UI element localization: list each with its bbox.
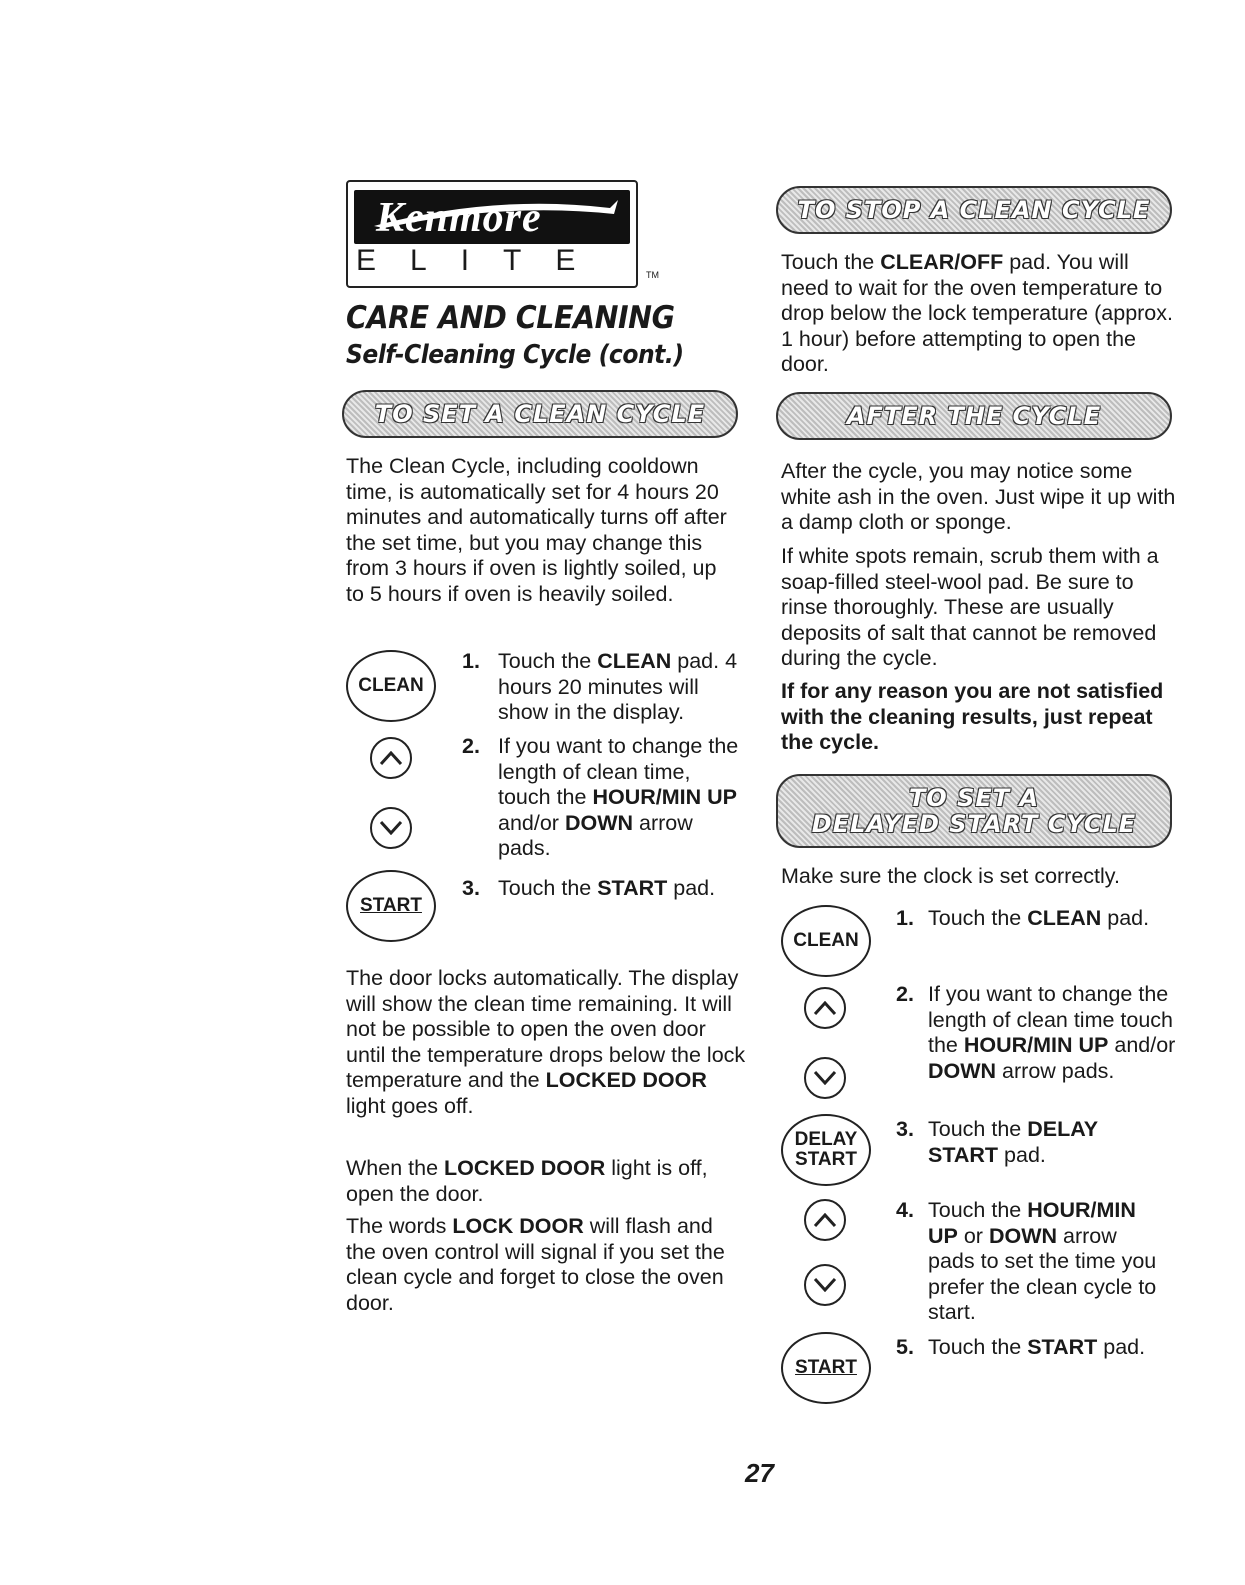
step-number: 2. bbox=[896, 982, 914, 1006]
clean-pad-label: CLEAN bbox=[793, 930, 859, 951]
down-arrow-pad bbox=[804, 1057, 846, 1099]
start-pad bbox=[781, 1332, 871, 1404]
up-arrow-pad bbox=[370, 737, 412, 779]
step-number: 1. bbox=[462, 649, 480, 673]
delayed-start-title-line2: DELAYED START CYCLE bbox=[811, 810, 1137, 838]
clean-pad bbox=[346, 650, 436, 722]
stop-clean-paragraph: Touch the CLEAR/OFF pad. You will need to wait for the oven temperature to drop below the lock temperature (approx. 1 hour) before attempting to open the door. bbox=[781, 250, 1173, 377]
lock-door-flash-paragraph: The words LOCK DOOR will flash and the oven control will signal if you set the clean cycle and forget to close the oven door. bbox=[346, 1214, 725, 1315]
start-pad-label: START bbox=[795, 1357, 857, 1378]
chevron-up-icon bbox=[813, 1213, 837, 1227]
after-cycle-paragraph-2: If white spots remain, scrub them with a soap-filled steel-wool pad. Be sure to rinse thoroughly. These are usually deposits of salt that cannot be removed during the cycle. bbox=[781, 544, 1159, 671]
step-text: Touch the START pad. bbox=[928, 1335, 1146, 1359]
start-pad bbox=[346, 870, 436, 942]
delay-start-pad bbox=[781, 1114, 871, 1186]
down-arrow-pad bbox=[370, 807, 412, 849]
clean-pad bbox=[781, 905, 871, 977]
delay-pad-label-line2: START bbox=[795, 1149, 857, 1170]
chevron-down-icon bbox=[379, 821, 403, 835]
clean-cycle-intro: The Clean Cycle, including cooldown time, is automatically set for 4 hours 20 minutes and automatically turns off after the set time, but you may change this from 3 hours if oven is lightly soiled, up to 5 hours if oven is heavily soiled. bbox=[346, 454, 727, 606]
step-number: 5. bbox=[896, 1335, 914, 1359]
up-arrow-pad bbox=[804, 987, 846, 1029]
page-title: CARE AND CLEANING bbox=[346, 300, 675, 336]
kenmore-elite-logo bbox=[346, 180, 638, 288]
after-cycle-paragraph-1: After the cycle, you may notice some white ash in the oven. Just wipe it up with a damp cloth or sponge. bbox=[781, 459, 1176, 535]
section-header-delayed-start bbox=[776, 774, 1172, 848]
section-header-after-cycle: AFTER THE CYCLE bbox=[776, 392, 1172, 440]
logo-band bbox=[354, 190, 630, 244]
step-text: Touch the HOUR/MIN UP or DOWN arrow pads to set the time you prefer the clean cycle to start. bbox=[928, 1198, 1157, 1325]
clean-pad-label: CLEAN bbox=[358, 675, 424, 696]
logo-wordmark: Kenmore bbox=[376, 195, 542, 241]
up-arrow-pad bbox=[804, 1199, 846, 1241]
page-subtitle: Self-Cleaning Cycle (cont.) bbox=[346, 340, 684, 370]
chevron-up-icon bbox=[379, 751, 403, 765]
chevron-up-icon bbox=[813, 1001, 837, 1015]
step-number: 4. bbox=[896, 1198, 914, 1222]
after-cycle-paragraph-3: If for any reason you are not satisfied with the cleaning results, just repeat the cycle. bbox=[781, 679, 1164, 755]
delay-pad-label-line1: DELAY bbox=[794, 1129, 858, 1150]
step-number: 2. bbox=[462, 734, 480, 758]
section-header-stop-clean-cycle: TO STOP A CLEAN CYCLE bbox=[776, 186, 1172, 234]
section-header-set-clean-cycle: TO SET A CLEAN CYCLE bbox=[342, 390, 738, 438]
delayed-start-intro: Make sure the clock is set correctly. bbox=[781, 864, 1120, 888]
logo-subtitle: ELITE bbox=[356, 244, 610, 277]
step-text: Touch the START pad. bbox=[498, 876, 716, 900]
door-lock-paragraph: The door locks automatically. The display will show the clean time remaining. It will not be possible to open the oven door until the temperature drops below the lock temperature and the LOCKED DOOR light goes off. bbox=[346, 966, 746, 1118]
step-text: Touch the CLEAN pad. bbox=[928, 906, 1150, 930]
step-number: 3. bbox=[462, 876, 480, 900]
chevron-down-icon bbox=[813, 1278, 837, 1292]
delayed-start-title-line1: TO SET A bbox=[908, 783, 1040, 812]
trademark: TM bbox=[646, 270, 659, 280]
step-text: Touch the CLEAN pad. 4 hours 20 minutes will show in the display. bbox=[498, 649, 738, 725]
down-arrow-pad bbox=[804, 1264, 846, 1306]
step-text: If you want to change the length of clean time touch the HOUR/MIN UP and/or DOWN arrow pads. bbox=[928, 982, 1176, 1083]
chevron-down-icon bbox=[813, 1071, 837, 1085]
step-number: 3. bbox=[896, 1117, 914, 1141]
locked-door-paragraph: When the LOCKED DOOR light is off, open the door. bbox=[346, 1156, 708, 1206]
step-text: If you want to change the length of clean time, touch the HOUR/MIN UP and/or DOWN arrow pads. bbox=[498, 734, 739, 861]
start-pad-label: START bbox=[360, 895, 422, 916]
page-number: 27 bbox=[745, 1458, 774, 1488]
step-number: 1. bbox=[896, 906, 914, 930]
step-text: Touch the DELAY START pad. bbox=[928, 1117, 1098, 1167]
